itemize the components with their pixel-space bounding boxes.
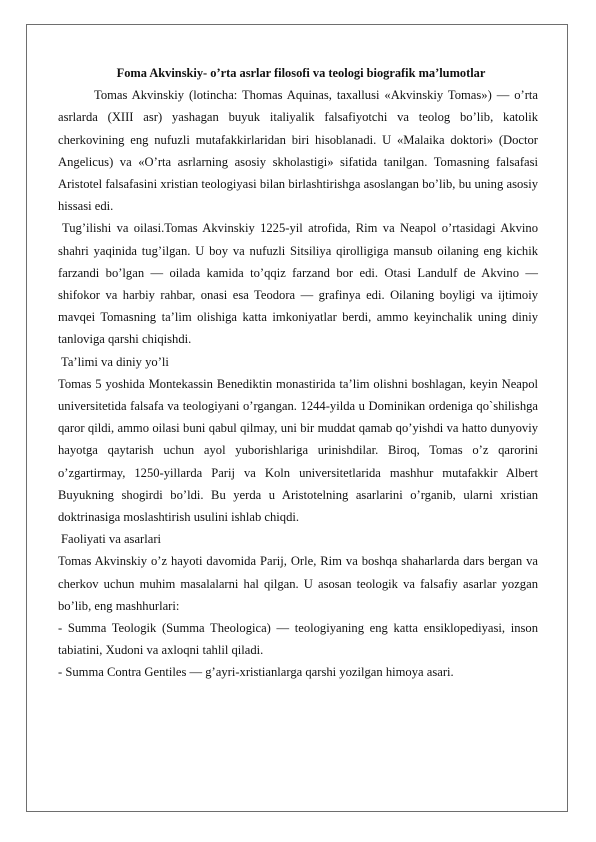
education-heading: Ta’limi va diniy yo’li bbox=[61, 354, 169, 369]
education-paragraph: Tomas 5 yoshida Montekassin Benediktin monastirida ta’lim olishni boshlagan, keyin Neapol universitetida falsafa va teologiyani o’rgangan. 1244-yilda u Dominikan ordeniga qo`shilishga qaror qildi, ammo oilasi buni qabul qilmay, uni bir muddat qamab qo’yishdi va hatto dunyoviy hayotga qaytarish uchun ayol yuborishlariga urinishdilar. Biroq, Tomas o’z qarorini o’zgartirmay, 1250-yillarda Parij va Koln universitetlarida mashhur mutafakkir Albert Buyukning shogirdi bo’ldi. Bu yerda u Aristotelning asarlarini o’rganib, ularni xristian doktrinasiga moslashtirish usulini ishlab chiqdi. bbox=[58, 376, 538, 525]
works-paragraph: Tomas Akvinskiy o’z hayoti davomida Parij, Orle, Rim va boshqa shaharlarda dars bergan va cherkov uchun muhim masalalarni hal qilgan. U asosan teologik va falsafiy asarlar yozgan bo’lib, eng mashhurlari: bbox=[58, 554, 538, 613]
list-item: - Summa Contra Gentiles — g’ayri-xristianlarga qarshi yozilgan himoya asari. bbox=[58, 665, 454, 680]
document-title: Foma Akvinskiy- o’rta asrlar filosofi va teologi biografik ma’lumotlar bbox=[116, 66, 486, 80]
document-body bbox=[58, 62, 538, 684]
list-item: - Summa Teologik (Summa Theologica) — teologiyaning eng katta ensiklopediyasi, inson tabiatini, Xudoni va axloqni tahlil qiladi. bbox=[58, 621, 538, 658]
works-heading: Faoliyati va asarlari bbox=[61, 532, 162, 547]
family-paragraph: Tug’ilishi va oilasi.Tomas Akvinskiy 1225-yil atrofida, Rim va Neapol o’rtasidagi Akvino shahri yaqinida tug’ilgan. U boy va nufuzli Sitsiliya qirolligiga mansub oilaning eng kichik farzandi bo’lgan — oilada kamida to’qqiz farzand bor edi. Otasi Landulf de Akvino — shifokor va harbiy rahbar, onasi esa Teodora — grafinya edi. Oilaning boyligi va ijtimoiy mavqei Tomasning ta’lim olishiga katta imkoniyatlar berdi, ammo keyinchalik uning diniy tanloviga qarshi chiqishdi. bbox=[58, 221, 538, 347]
intro-paragraph: Tomas Akvinskiy (lotincha: Thomas Aquinas, taxallusi «Akvinskiy Tomas») — o’rta asrlarda (XIII asr) yashagan buyuk italiyalik falsafiyotchi va teolog bo’lib, katolik cherkovining eng nufuzli mutafakkirlaridan biri hisoblanadi. U «Malaika doktori» (Doctor Angelicus) va «O’rta asrlarning asosiy skholastigi» sifatida tanilgan. Tomasning falsafasi Aristotel falsafasini xristian teologiyasi bilan birlashtirishga asoslangan bo’lib, bu uning asosiy hissasi edi. bbox=[58, 88, 538, 214]
